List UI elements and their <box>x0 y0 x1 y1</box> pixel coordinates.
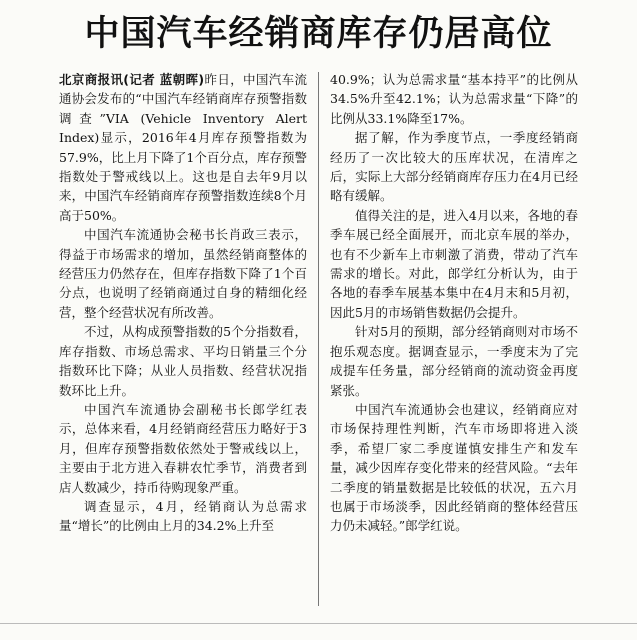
byline: 北京商报讯(记者 蓝朝晖) <box>59 72 205 87</box>
article-paragraph: 值得关注的是，进入4月以来，各地的春季车展已经全面展开，而北京车展的举办，也有不少新车上市刺激了消费，带动了汽车需求的增长。对此，郎学红分析认为，由于各地的春季车展基本集中在4月末和5月初，因此5月的市场销售数据仍会提升。 <box>330 207 578 320</box>
article-paragraph: 据了解，作为季度节点，一季度经销商经历了一次比较大的压库状况，在清库之后，实际上大部分经销商库存压力在4月已经略有缓解。 <box>330 130 578 204</box>
bottom-rule <box>0 623 637 624</box>
continued-paragraph: 40.9%；认为总需求量“基本持平”的比例从34.5%升至42.1%；认为总需求量“下降”的比例从33.1%降至17%。 <box>330 72 578 126</box>
headline: 中国汽车经销商库存仍居高位 <box>84 14 553 54</box>
lead-text: 昨日，中国汽车流通协会发布的“中国汽车经销商库存预警指数调查”VIA (Vehicle Inventory Alert Index)显示，2016年4月库存预警指数为57.9%，比上月下降了1个百分点，库存预警指数处于警戒线以上。这也是自去年9月以来，中国汽车经销商库存预警指数连续8个月高于50%。 <box>59 72 307 223</box>
article-column-left <box>59 70 307 536</box>
article-paragraph: 调查显示，4月，经销商认为总需求量“增长”的比例由上月的34.2%上升至 <box>59 498 307 534</box>
lead-paragraph <box>59 70 307 225</box>
article-paragraph: 中国汽车流通协会副秘书长郎学红表示，总体来看，4月经销商经营压力略好于3月，但库存预警指数依然处于警戒线以上，主要由于北方进入春耕农忙季节，消费者到店人数减少，持币待购现象严重。 <box>59 401 307 495</box>
article-paragraph: 中国汽车流通协会秘书长肖政三表示，得益于市场需求的增加，虽然经销商整体的经营压力仍然存在，但库存指数下降了1个百分点，也说明了经销商通过自身的精细化经营，整个经营状况有所改善。 <box>59 227 307 320</box>
article-paragraph: 中国汽车流通协会也建议，经销商应对市场保持理性判断，汽车市场即将进入淡季，希望厂家二季度谨慎安排生产和发车量，减少因库存变化带来的经营风险。“去年二季度的销量数据是比较低的状况，五六月也属于市场淡季，因此经销商的整体经营压力仍未减轻。”郎学红说。 <box>330 401 578 534</box>
article-column-right <box>330 70 578 536</box>
column-divider <box>318 72 319 606</box>
article-paragraph: 不过，从构成预警指数的5个分指数看，库存指数、市场总需求、平均日销量三个分指数环比下降；从业人员指数、经营状况指数环比上升。 <box>59 324 307 398</box>
article-paragraph: 针对5月的预期，部分经销商则对市场不抱乐观态度。据调查显示，一季度末为了完成提车任务量，部分经销商的流动资金再度紧张。 <box>330 324 578 398</box>
